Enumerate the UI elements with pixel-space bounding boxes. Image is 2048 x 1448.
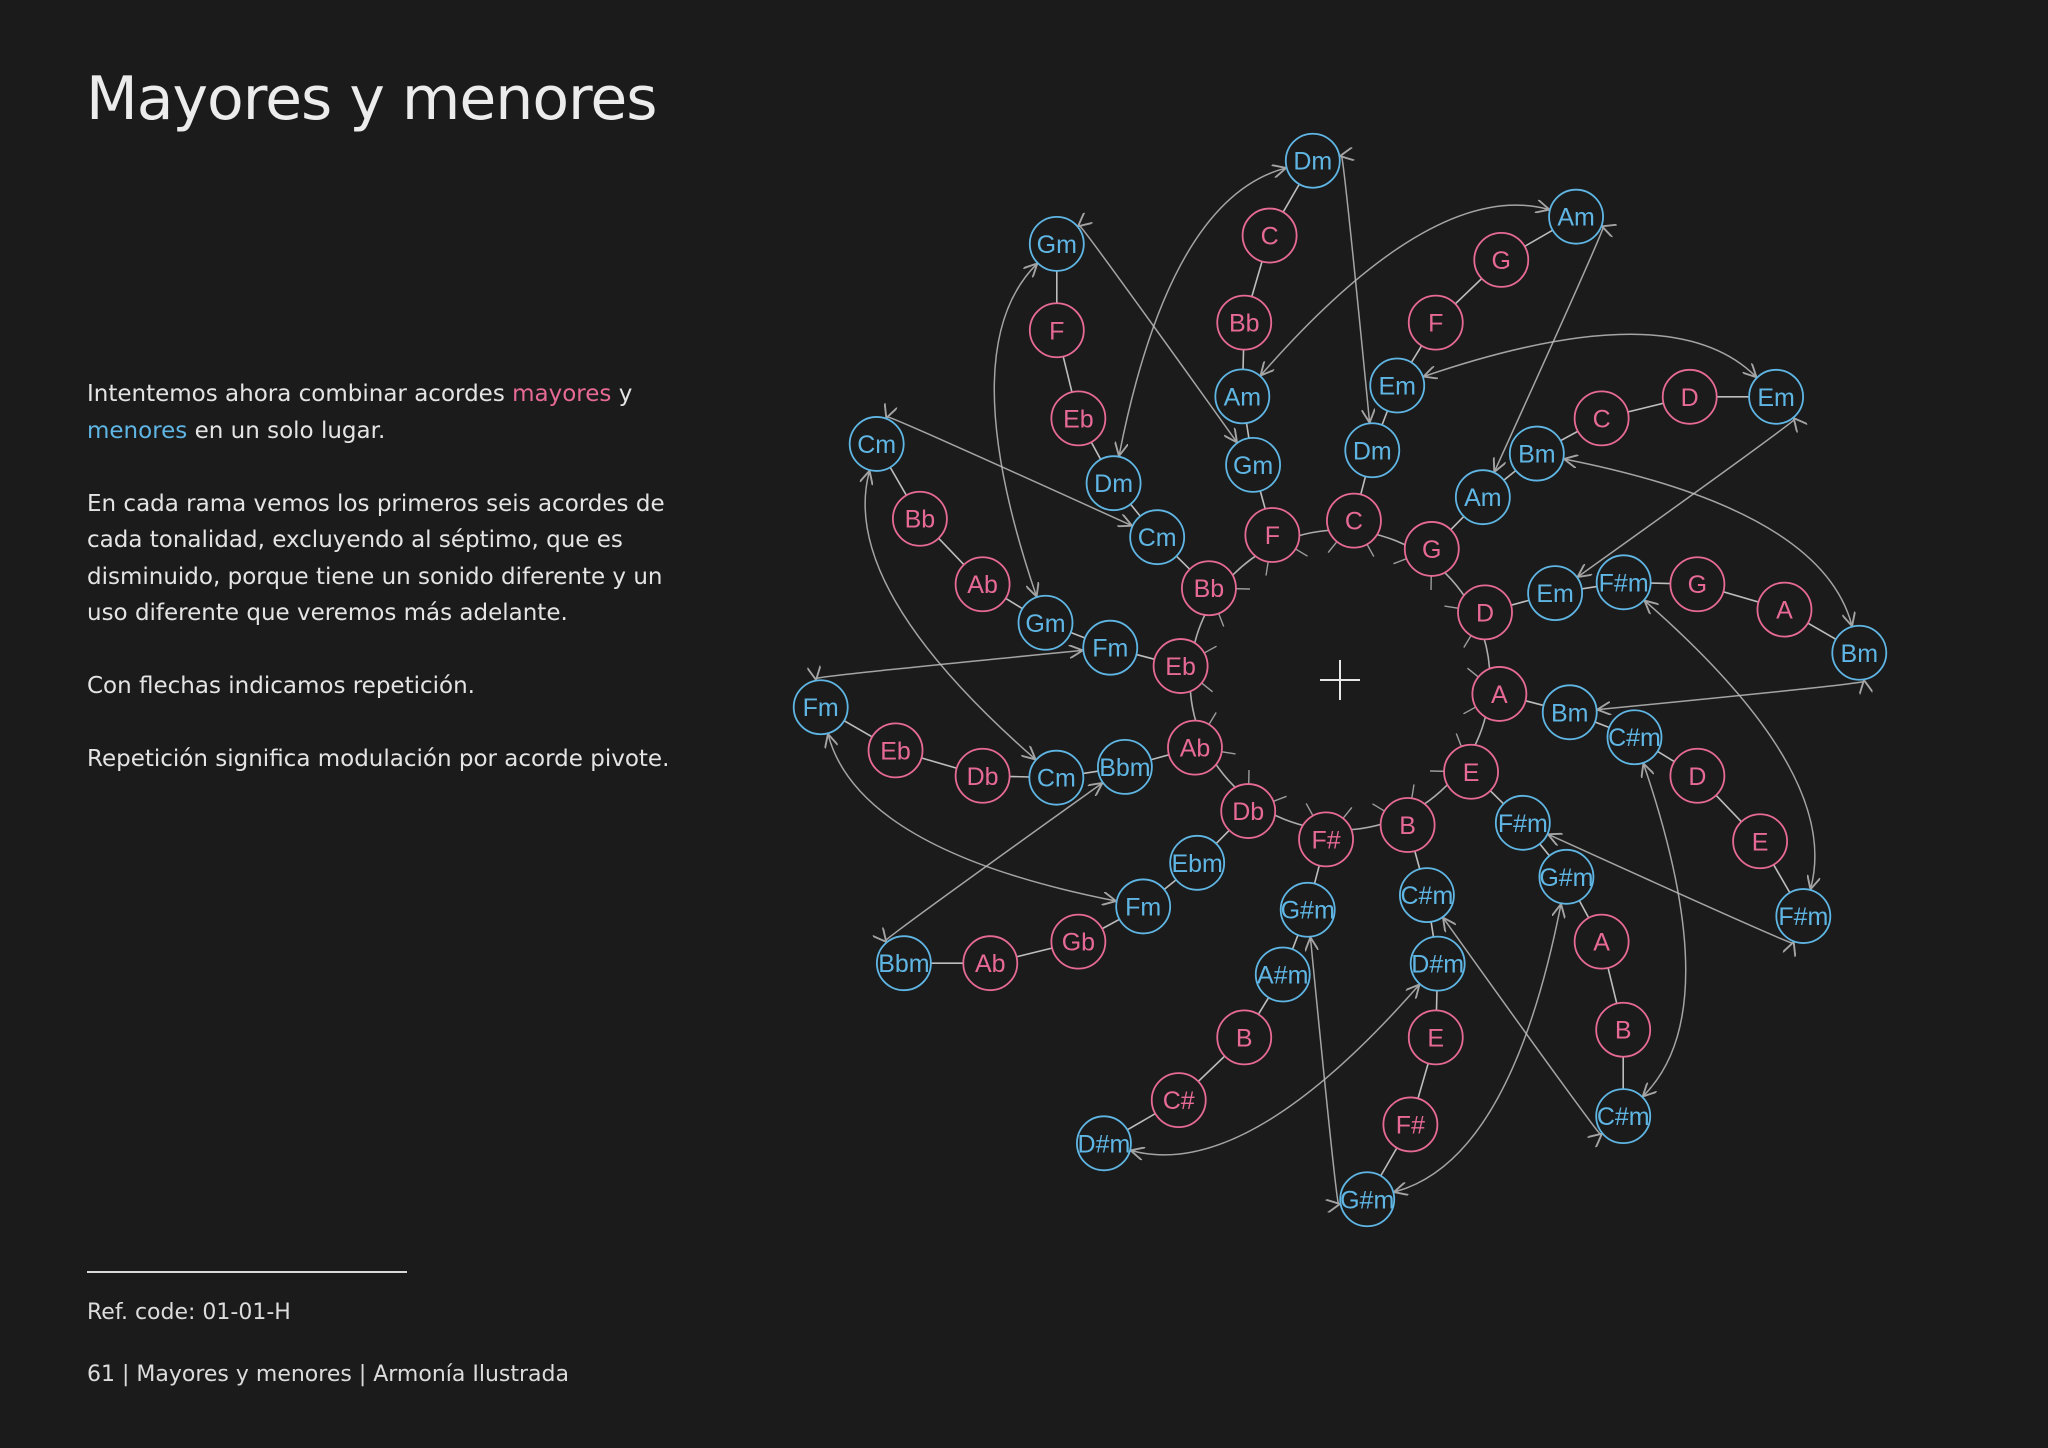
chord-label: Em — [1757, 383, 1795, 412]
chord-node-major — [1575, 915, 1629, 969]
chord-label: A — [1593, 928, 1610, 957]
chord-node-minor — [1340, 1172, 1394, 1226]
chord-node-minor — [1411, 937, 1465, 991]
center-cross-icon — [1320, 660, 1360, 700]
chord-node-major — [1243, 209, 1297, 263]
chord-label: E — [1462, 758, 1480, 787]
chord-node-minor — [1087, 456, 1141, 510]
chord-label: B — [1235, 1024, 1253, 1053]
chord-label: F#m — [1598, 569, 1649, 598]
intro-paragraph-3: Con flechas indicamos repetición. — [87, 673, 475, 699]
chord-label: Ab — [1179, 734, 1211, 763]
chord-label: D — [1688, 762, 1707, 791]
chord-label: C — [1344, 507, 1363, 536]
chord-label: Fm — [802, 694, 839, 723]
chord-label: C — [1260, 222, 1279, 251]
chord-node-major — [1217, 1010, 1271, 1064]
chord-node-major — [1444, 745, 1498, 799]
intro-paragraph-4: Repetición significa modulación por acorde pivote. — [87, 746, 670, 772]
repetition-arrow — [994, 264, 1036, 595]
chord-node-minor — [1549, 190, 1603, 244]
chord-label: F#m — [1497, 809, 1548, 838]
repetition-arrow — [1132, 985, 1419, 1154]
chord-node-major — [1757, 583, 1811, 637]
chord-node-minor — [1597, 555, 1651, 609]
chord-label: D — [1680, 383, 1699, 412]
chord-node-major — [963, 936, 1017, 990]
chord-node-minor — [1539, 850, 1593, 904]
chord-node-minor — [1370, 359, 1424, 413]
chord-label: Em — [1536, 580, 1574, 609]
chord-label: Fm — [1125, 893, 1162, 922]
chord-node-major — [1405, 522, 1459, 576]
chord-label: Bm — [1518, 440, 1556, 469]
chord-label: A#m — [1257, 961, 1309, 990]
page-title: Mayores y menores — [86, 64, 657, 134]
chord-node-minor — [1170, 836, 1224, 890]
chord-node-minor — [1077, 1116, 1131, 1170]
chord-label: Bbm — [878, 950, 930, 979]
chord-node-minor — [877, 936, 931, 990]
chord-label: E — [1427, 1024, 1445, 1053]
chord-node-major — [1030, 303, 1084, 357]
chord-node-minor — [1832, 626, 1886, 680]
chord-label: Cm — [857, 430, 897, 459]
chord-label: Dm — [1352, 437, 1392, 466]
chord-node-major — [1154, 639, 1208, 693]
chord-node-minor — [1029, 751, 1083, 805]
chord-label: C#m — [1608, 724, 1661, 753]
chord-label: Dm — [1293, 147, 1333, 176]
chord-label: D#m — [1411, 950, 1465, 979]
chord-node-major — [1168, 721, 1222, 775]
intro-text-1b: y — [611, 381, 633, 407]
chord-node-major — [1663, 370, 1717, 424]
chord-label: Bb — [904, 505, 936, 534]
repetition-arrow — [1644, 765, 1686, 1096]
repetition-arrow — [1261, 205, 1548, 374]
chord-label: Bb — [1193, 575, 1225, 604]
chord-label: Cm — [1036, 764, 1076, 793]
chord-label: Ebm — [1171, 849, 1223, 878]
page-footer: 61 | Mayores y menores | Armonía Ilustrada — [87, 1362, 569, 1387]
repetition-arrow — [1645, 601, 1814, 888]
chord-node-major — [1221, 784, 1275, 838]
chord-label: D#m — [1077, 1130, 1131, 1159]
intro-paragraph-2: En cada rama vemos los primeros seis acordes de cada tonalidad, excluyendo al séptimo, que es disminuido, porque tiene un sonido diferente y un uso diferente que veremos más adelante. — [87, 490, 665, 626]
repetition-arrow — [865, 472, 1034, 759]
chord-label: A — [1776, 596, 1793, 625]
chord-label: Eb — [880, 737, 911, 766]
intro-text-1a: Intentemos ahora combinar acordes — [87, 381, 513, 407]
chord-label: C — [1592, 405, 1611, 434]
chord-node-minor — [1019, 596, 1073, 650]
chord-label: F — [1049, 317, 1065, 346]
chord-node-minor — [1510, 427, 1564, 481]
chord-label: F — [1264, 521, 1281, 550]
chord-node-major — [869, 723, 923, 777]
chord-label: A — [1491, 680, 1508, 709]
chord-label: Am — [1464, 484, 1502, 513]
chord-node-minor — [1543, 685, 1597, 739]
chord-node-minor — [1030, 217, 1084, 271]
chord-label: D — [1475, 599, 1495, 628]
chord-node-major — [1381, 798, 1435, 852]
chord-node-minor — [794, 680, 848, 734]
chord-node-minor — [1226, 438, 1280, 492]
chord-node-minor — [1456, 470, 1510, 524]
chord-label: G#m — [1280, 896, 1335, 925]
chord-node-major — [1733, 814, 1787, 868]
chord-node-major — [1596, 1003, 1650, 1057]
chord-node-minor — [1286, 134, 1340, 188]
keyword-minor: menores — [87, 417, 188, 444]
chord-label: Bm — [1840, 639, 1879, 668]
chord-node-major — [1409, 1010, 1463, 1064]
chord-node-major — [956, 557, 1010, 611]
chord-label: Db — [1232, 798, 1265, 827]
chord-label: Em — [1378, 372, 1416, 401]
chord-label: C#m — [1400, 882, 1454, 911]
chord-label: F — [1428, 309, 1444, 338]
keyword-major: mayores — [512, 381, 612, 407]
chord-node-minor — [1130, 510, 1184, 564]
chord-node-major — [956, 749, 1010, 803]
chord-node-major — [1327, 494, 1381, 548]
chord-node-minor — [1215, 369, 1269, 423]
repetition-arrow — [1425, 334, 1756, 376]
chord-node-major — [1409, 296, 1463, 350]
chord-label: Bm — [1550, 699, 1589, 728]
chord-node-minor — [1496, 796, 1550, 850]
chord-node-minor — [1776, 889, 1830, 943]
chord-label: Gm — [1025, 609, 1066, 638]
chord-label: F# — [1311, 826, 1341, 855]
chord-node-major — [1299, 812, 1353, 866]
chord-label: B — [1614, 1016, 1632, 1045]
chord-label: Eb — [1165, 653, 1196, 682]
chord-node-minor — [1281, 883, 1335, 937]
chord-label: Ab — [974, 950, 1006, 979]
chord-label: E — [1751, 828, 1769, 857]
chord-label: Ab — [967, 571, 998, 600]
chord-node-minor — [1749, 370, 1803, 424]
chord-node-major — [1217, 296, 1271, 350]
chord-label: G — [1491, 246, 1511, 275]
chord-node-major — [1458, 585, 1512, 639]
chord-node-minor — [1528, 566, 1582, 620]
chord-node-major — [1474, 233, 1528, 287]
chord-label: B — [1399, 812, 1416, 841]
chord-node-minor — [1607, 710, 1661, 764]
chord-label: G — [1687, 571, 1708, 600]
chord-node-major — [1670, 749, 1724, 803]
ref-code: Ref. code: 01-01-H — [87, 1300, 291, 1325]
intro-text-1c: en un solo lugar. — [187, 417, 386, 444]
chord-label: Cm — [1137, 524, 1177, 553]
chord-node-minor — [1596, 1089, 1650, 1143]
chord-node-major — [1575, 391, 1629, 445]
chord-node-major — [1051, 915, 1105, 969]
chord-label: C# — [1162, 1087, 1195, 1116]
chord-node-major — [1472, 667, 1526, 721]
chord-label: G — [1422, 535, 1442, 564]
chord-node-major — [893, 492, 947, 546]
chord-node-major — [1051, 391, 1105, 445]
chord-node-minor — [1116, 879, 1170, 933]
chord-node-minor — [1083, 621, 1137, 675]
chord-label: Fm — [1092, 634, 1129, 663]
chord-label: Gb — [1061, 928, 1096, 957]
chord-label: Eb — [1063, 405, 1094, 434]
chord-node-minor — [1400, 868, 1454, 922]
chord-label: Bbm — [1099, 753, 1151, 782]
chord-node-major — [1182, 561, 1236, 615]
chord-label: G#m — [1539, 863, 1594, 892]
chord-node-minor — [850, 417, 904, 471]
chord-label: Am — [1223, 383, 1262, 412]
chord-node-major — [1670, 557, 1724, 611]
chord-node-minor — [1256, 947, 1310, 1001]
chord-label: C#m — [1596, 1103, 1650, 1132]
chord-label: Am — [1557, 203, 1595, 232]
chord-label: Db — [966, 762, 999, 791]
chord-label: Dm — [1094, 470, 1134, 499]
chord-label: Gm — [1232, 451, 1274, 480]
chord-node-major — [1383, 1097, 1437, 1151]
chord-label: F#m — [1778, 903, 1829, 932]
chord-node-major — [1152, 1073, 1206, 1127]
chord-label: F# — [1395, 1111, 1425, 1140]
chord-label: Gm — [1036, 230, 1077, 259]
chord-node-major — [1245, 508, 1299, 562]
chord-label: Bb — [1228, 309, 1260, 338]
chord-label: G#m — [1340, 1186, 1395, 1215]
chord-node-minor — [1098, 740, 1152, 794]
chord-node-minor — [1345, 423, 1399, 477]
